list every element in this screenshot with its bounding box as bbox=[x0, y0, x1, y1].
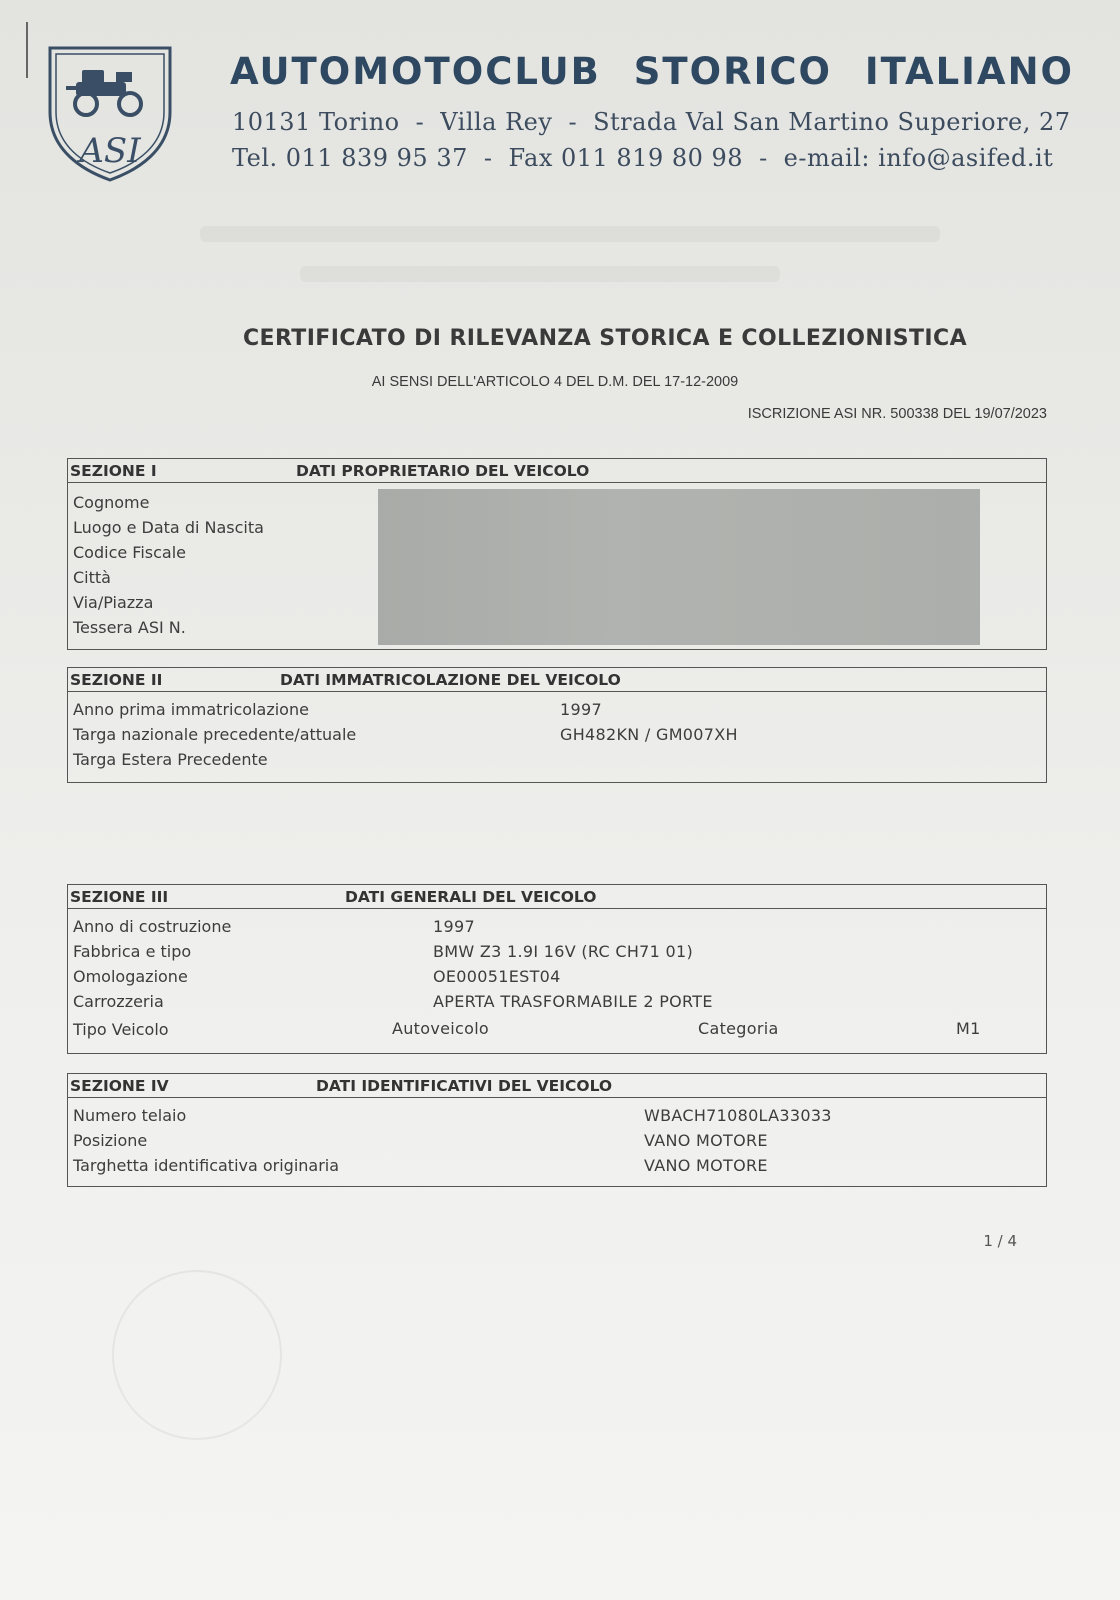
registration-number: ISCRIZIONE ASI NR. 500338 DEL 19/07/2023 bbox=[747, 406, 1047, 422]
field-value: OE00051EST04 bbox=[433, 967, 561, 986]
document-title: CERTIFICATO DI RILEVANZA STORICA E COLLEZIONISTICA bbox=[242, 326, 967, 351]
section-owner bbox=[67, 458, 1047, 650]
categoria-value: M1 bbox=[956, 1019, 981, 1038]
redacted-owner-data bbox=[378, 489, 980, 645]
section-title: DATI PROPRIETARIO DEL VEICOLO bbox=[296, 462, 590, 480]
field-label: Tessera ASI N. bbox=[73, 618, 186, 637]
tipo-veicolo-label: Tipo Veicolo bbox=[73, 1020, 169, 1039]
field-label: Via/Piazza bbox=[73, 593, 154, 612]
section-header bbox=[68, 459, 1046, 483]
field-label: Luogo e Data di Nascita bbox=[73, 518, 264, 537]
bleed-through-text bbox=[200, 226, 940, 242]
field-label: Targa nazionale precedente/attuale bbox=[73, 725, 357, 744]
field-label: Città bbox=[73, 568, 111, 587]
faint-seal-watermark bbox=[112, 1270, 282, 1440]
tipo-veicolo-value: Autoveicolo bbox=[392, 1019, 490, 1038]
section-header bbox=[68, 885, 1046, 909]
field-value: GH482KN / GM007XH bbox=[560, 725, 738, 744]
field-value: VANO MOTORE bbox=[644, 1131, 768, 1150]
address-line: 10131 Torino - Villa Rey - Strada Val San Martino Superiore, 27 bbox=[232, 108, 1071, 136]
section-general bbox=[67, 884, 1047, 1054]
section-registration bbox=[67, 667, 1047, 783]
contact-fax: Fax 011 819 80 98 bbox=[508, 144, 744, 172]
contacts-line: Tel. 011 839 95 37 - Fax 011 819 80 98 - e-mail: info@asifed.it bbox=[232, 144, 1054, 172]
field-label: Targa Estera Precedente bbox=[73, 750, 268, 769]
field-label: Codice Fiscale bbox=[73, 543, 186, 562]
section-identification bbox=[67, 1073, 1047, 1187]
address-street: Strada Val San Martino Superiore, 27 bbox=[593, 108, 1071, 136]
section-header bbox=[68, 668, 1046, 692]
address-city: 10131 Torino bbox=[232, 108, 400, 136]
section-title: DATI IDENTIFICATIVI DEL VEICOLO bbox=[316, 1077, 613, 1095]
field-value: WBACH71080LA33033 bbox=[644, 1106, 832, 1125]
page-number: 1 / 4 bbox=[983, 1232, 1017, 1250]
field-value: 1997 bbox=[433, 917, 475, 936]
organization-name: AUTOMOTOCLUB STORICO ITALIANO bbox=[230, 50, 1074, 93]
field-label: Cognome bbox=[73, 493, 150, 512]
field-label: Anno di costruzione bbox=[73, 917, 232, 936]
categoria-label: Categoria bbox=[698, 1019, 779, 1038]
field-value: BMW Z3 1.9I 16V (RC CH71 01) bbox=[433, 942, 694, 961]
svg-text:ASI: ASI bbox=[79, 131, 141, 171]
field-value: 1997 bbox=[560, 700, 602, 719]
field-label: Anno prima immatricolazione bbox=[73, 700, 309, 719]
scan-mark bbox=[26, 22, 28, 78]
field-label: Fabbrica e tipo bbox=[73, 942, 192, 961]
field-label: Posizione bbox=[73, 1131, 148, 1150]
section-number: SEZIONE III bbox=[70, 888, 169, 906]
section-number: SEZIONE IV bbox=[70, 1077, 169, 1095]
field-label: Omologazione bbox=[73, 967, 188, 986]
contact-tel: Tel. 011 839 95 37 bbox=[232, 144, 468, 172]
field-value: VANO MOTORE bbox=[644, 1156, 768, 1175]
section-title: DATI IMMATRICOLAZIONE DEL VEICOLO bbox=[280, 671, 621, 689]
field-label: Numero telaio bbox=[73, 1106, 187, 1125]
field-label: Targhetta identificativa originaria bbox=[73, 1156, 340, 1175]
document-subtitle: AI SENSI DELL'ARTICOLO 4 DEL D.M. DEL 17-12-2009 bbox=[371, 374, 739, 390]
contact-email: e-mail: info@asifed.it bbox=[783, 144, 1054, 172]
section-number: SEZIONE I bbox=[70, 462, 157, 480]
field-value: APERTA TRASFORMABILE 2 PORTE bbox=[433, 992, 713, 1011]
section-number: SEZIONE II bbox=[70, 671, 163, 689]
address-locality: Villa Rey bbox=[440, 108, 553, 136]
section-header bbox=[68, 1074, 1046, 1098]
vintage-car-icon bbox=[66, 70, 141, 115]
field-label: Carrozzeria bbox=[73, 992, 164, 1011]
section-title: DATI GENERALI DEL VEICOLO bbox=[345, 888, 597, 906]
bleed-through-text bbox=[300, 266, 780, 282]
asi-logo bbox=[46, 42, 174, 184]
